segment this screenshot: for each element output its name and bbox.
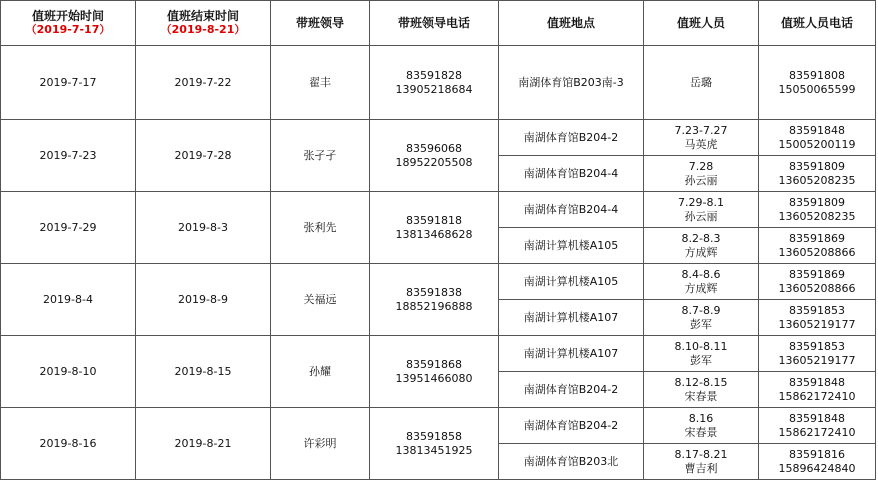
table-row — [1, 46, 876, 120]
staff-phone-office: 83591853 — [789, 303, 845, 317]
staff-cell — [644, 408, 759, 444]
staff-dates: 8.2-8.3 — [681, 231, 721, 245]
staff-phone-office: 83591809 — [789, 195, 845, 209]
staff-dates: 7.23-7.27 — [674, 123, 728, 137]
staff-phone-office: 83591848 — [789, 375, 845, 389]
staff-dates: 8.16 — [688, 411, 714, 425]
staff-cell — [644, 120, 759, 156]
staff-dates: 7.28 — [688, 159, 714, 173]
staff-phone-office: 83591848 — [789, 123, 845, 137]
staff-phone-mobile: 15862172410 — [778, 389, 856, 403]
table-row — [1, 264, 876, 300]
header-row — [1, 1, 876, 46]
staff-name: 方成辉 — [684, 245, 718, 259]
staff-name: 彭军 — [690, 317, 712, 331]
leader-phone-mobile: 13813451925 — [395, 443, 473, 457]
location-cell: 南湖计算机楼A107 — [499, 300, 644, 336]
staff-cell — [644, 156, 759, 192]
staff-name: 彭军 — [690, 353, 712, 367]
staff-phone-office: 83591848 — [789, 411, 845, 425]
end-date-cell: 2019-7-22 — [136, 46, 271, 120]
staff-phone-office: 83591869 — [789, 231, 845, 245]
location-cell: 南湖体育馆B204-2 — [499, 120, 644, 156]
staff-phone-office: 83591869 — [789, 267, 845, 281]
staff-phone-mobile: 13605219177 — [778, 317, 856, 331]
staff-phone-mobile: 15005200119 — [778, 137, 856, 151]
leader-phone-cell — [370, 120, 499, 192]
leader-phone-cell — [370, 336, 499, 408]
leader-phone-mobile: 18952205508 — [395, 155, 473, 169]
start-date-cell: 2019-8-10 — [1, 336, 136, 408]
leader-phone-mobile: 13951466080 — [395, 371, 473, 385]
staff-phone-cell — [759, 192, 876, 228]
staff-dates: 8.10-8.11 — [674, 339, 728, 353]
start-date-cell: 2019-7-29 — [1, 192, 136, 264]
staff-phone-mobile: 15896424840 — [778, 461, 856, 475]
staff-phone-office: 83591809 — [789, 159, 845, 173]
leader-phone-cell — [370, 46, 499, 120]
staff-phone-cell — [759, 372, 876, 408]
table-row — [1, 120, 876, 156]
header-start-date: （2019-7-17） — [25, 23, 111, 36]
staff-name: 方成辉 — [684, 281, 718, 295]
location-cell: 南湖体育馆B203南-3 — [499, 46, 644, 120]
staff-phone-office: 83591853 — [789, 339, 845, 353]
leader-phone-mobile: 13905218684 — [395, 82, 473, 96]
end-date-cell: 2019-8-3 — [136, 192, 271, 264]
location-cell: 南湖体育馆B204-4 — [499, 156, 644, 192]
staff-cell — [644, 444, 759, 480]
staff-dates: 8.12-8.15 — [674, 375, 728, 389]
location-cell: 南湖体育馆B204-2 — [499, 408, 644, 444]
leader-cell: 孙耀 — [271, 336, 370, 408]
leader-phone-office: 83591828 — [406, 68, 462, 82]
staff-phone-office: 83591808 — [789, 68, 845, 82]
header-staff: 值班人员 — [644, 1, 759, 46]
start-date-cell: 2019-8-4 — [1, 264, 136, 336]
leader-cell: 许彩明 — [271, 408, 370, 480]
location-cell: 南湖体育馆B204-4 — [499, 192, 644, 228]
staff-phone-mobile: 13605208235 — [778, 173, 856, 187]
location-cell: 南湖计算机楼A105 — [499, 228, 644, 264]
staff-name: 岳璐 — [690, 75, 712, 89]
staff-phone-mobile: 13605208866 — [778, 281, 856, 295]
staff-name: 马英虎 — [684, 137, 718, 151]
staff-cell — [644, 228, 759, 264]
leader-phone-office: 83591818 — [406, 213, 462, 227]
staff-phone-cell — [759, 228, 876, 264]
table-row — [1, 336, 876, 372]
leader-cell: 张利先 — [271, 192, 370, 264]
staff-name: 孙云丽 — [684, 209, 718, 223]
staff-cell — [644, 192, 759, 228]
staff-phone-cell — [759, 408, 876, 444]
staff-phone-mobile: 13605208866 — [778, 245, 856, 259]
leader-phone-cell — [370, 264, 499, 336]
header-location: 值班地点 — [499, 1, 644, 46]
staff-name: 宋春景 — [684, 425, 718, 439]
end-date-cell: 2019-8-21 — [136, 408, 271, 480]
staff-phone-office: 83591816 — [789, 447, 845, 461]
table-row — [1, 408, 876, 444]
staff-dates: 8.7-8.9 — [681, 303, 721, 317]
header-staff-phone: 值班人员电话 — [759, 1, 876, 46]
leader-phone-mobile: 13813468628 — [395, 227, 473, 241]
staff-phone-cell — [759, 46, 876, 120]
leader-phone-office: 83591858 — [406, 429, 462, 443]
staff-dates: 8.4-8.6 — [681, 267, 721, 281]
staff-name: 孙云丽 — [684, 173, 718, 187]
location-cell: 南湖计算机楼A107 — [499, 336, 644, 372]
header-leader: 带班领导 — [271, 1, 370, 46]
header-end-date: （2019-8-21） — [160, 23, 246, 36]
end-date-cell: 2019-8-9 — [136, 264, 271, 336]
header-start-time — [1, 1, 136, 46]
start-date-cell: 2019-7-23 — [1, 120, 136, 192]
staff-dates: 8.17-8.21 — [674, 447, 728, 461]
staff-cell — [644, 372, 759, 408]
staff-phone-cell — [759, 264, 876, 300]
leader-phone-cell — [370, 408, 499, 480]
staff-name: 宋春景 — [684, 389, 718, 403]
header-end-label: 值班结束时间 — [166, 9, 239, 23]
leader-cell: 张孑孑 — [271, 120, 370, 192]
table-row — [1, 192, 876, 228]
leader-phone-cell — [370, 192, 499, 264]
leader-cell: 翟丰 — [271, 46, 370, 120]
staff-dates: 7.29-8.1 — [678, 195, 724, 209]
staff-phone-mobile: 13605219177 — [778, 353, 856, 367]
staff-cell — [644, 46, 759, 120]
leader-phone-office: 83591838 — [406, 285, 462, 299]
staff-name: 曹吉利 — [684, 461, 718, 475]
leader-phone-office: 83591868 — [406, 357, 462, 371]
staff-phone-mobile: 15862172410 — [778, 425, 856, 439]
staff-phone-cell — [759, 300, 876, 336]
location-cell: 南湖计算机楼A105 — [499, 264, 644, 300]
header-leader-phone: 带班领导电话 — [370, 1, 499, 46]
staff-phone-mobile: 15050065599 — [778, 82, 856, 96]
start-date-cell: 2019-7-17 — [1, 46, 136, 120]
header-end-time — [136, 1, 271, 46]
end-date-cell: 2019-8-15 — [136, 336, 271, 408]
staff-phone-cell — [759, 120, 876, 156]
header-start-label: 值班开始时间 — [31, 9, 104, 23]
staff-cell — [644, 300, 759, 336]
end-date-cell: 2019-7-28 — [136, 120, 271, 192]
start-date-cell: 2019-8-16 — [1, 408, 136, 480]
location-cell: 南湖体育馆B203北 — [499, 444, 644, 480]
leader-phone-mobile: 18852196888 — [395, 299, 473, 313]
staff-phone-cell — [759, 156, 876, 192]
leader-phone-office: 83596068 — [406, 141, 462, 155]
location-cell: 南湖体育馆B204-2 — [499, 372, 644, 408]
staff-phone-mobile: 13605208235 — [778, 209, 856, 223]
leader-cell: 关福远 — [271, 264, 370, 336]
staff-cell — [644, 264, 759, 300]
staff-cell — [644, 336, 759, 372]
staff-phone-cell — [759, 336, 876, 372]
staff-phone-cell — [759, 444, 876, 480]
